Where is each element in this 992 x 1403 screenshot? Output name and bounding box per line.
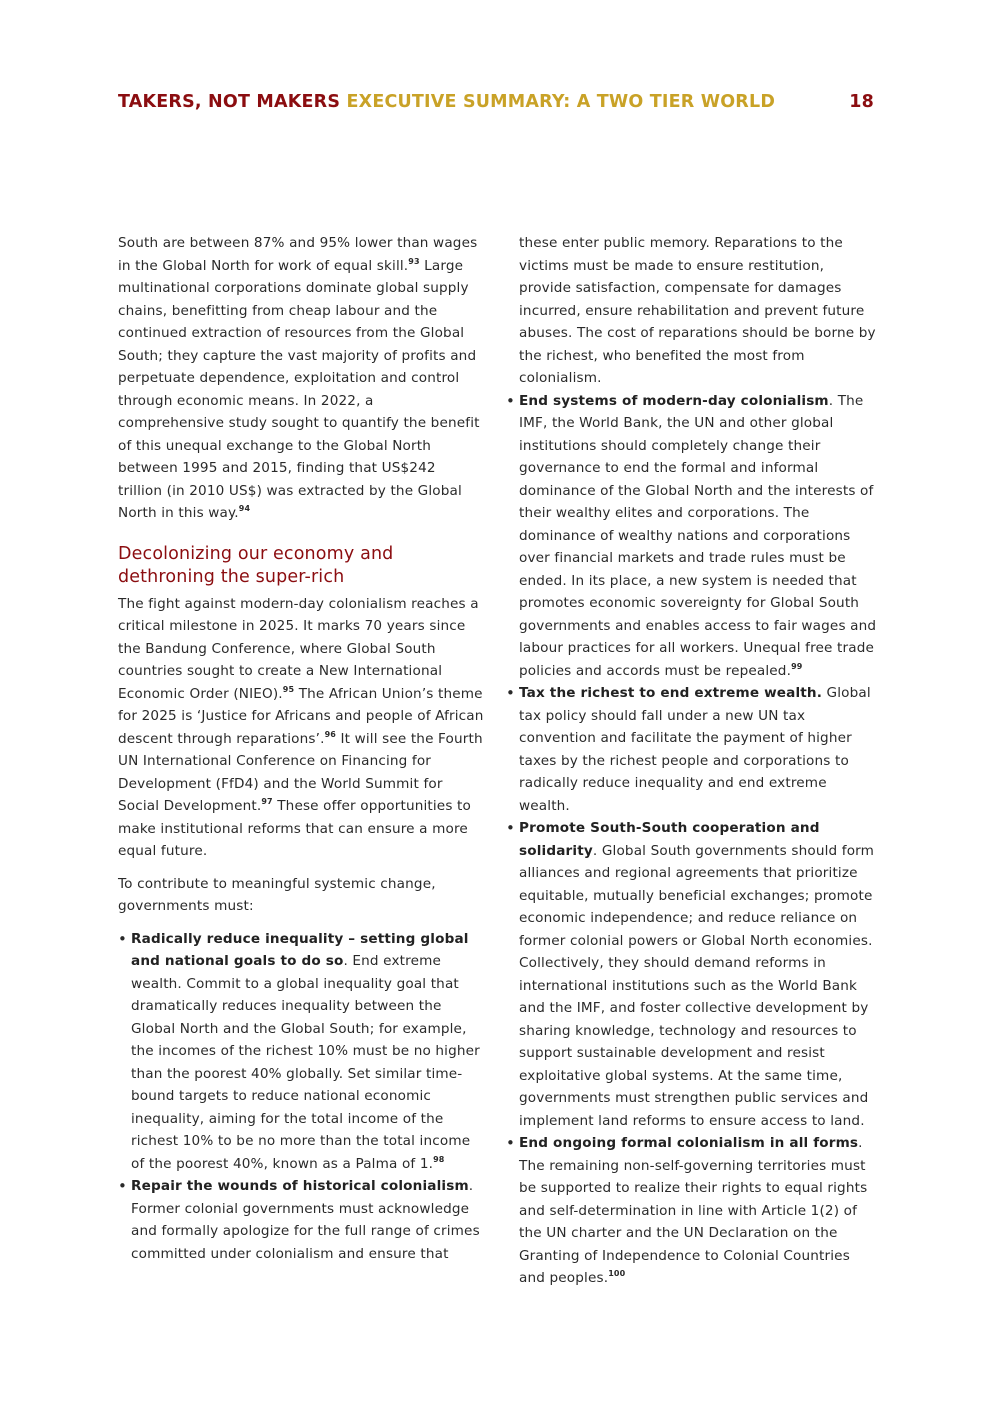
- list-item: [506, 1132, 878, 1290]
- intro-paragraph: [118, 232, 484, 525]
- right-column: [506, 232, 878, 1290]
- bullet-text: . Former colonial governments must acknowledge and formally apologize for the full range of crimes committed under colonialism and ensure that: [131, 1178, 480, 1262]
- bullet-lead-end-modern-colonialism: End systems of modern-day colonialism: [519, 392, 829, 409]
- intro-text-2: Large multinational corporations dominate global supply chains, benefitting from cheap labour and the continued extraction of resources from the Global South; they capture the vast majority of profits and perpetuate dependence, exploitation and control through economic means. In 2022, a comprehensive study sought to quantify the benefit of this unequal exchange to the Global North between 1995 and 2015, finding that US$242 trillion (in 2010 US$) was extracted by the Global North in this way.: [118, 257, 480, 521]
- bandung-paragraph: [118, 593, 484, 863]
- list-item: [118, 1175, 484, 1265]
- header-section-title: EXECUTIVE SUMMARY: A TWO TIER WORLD: [346, 92, 776, 112]
- bullet-text: . The remaining non-self-governing territories must be supported to realize their rights to equal rights and self-determination in line with Article 1(2) of the UN charter and the UN Declaration on the Granting of Independence to Colonial Countries and peoples.: [519, 1135, 868, 1286]
- page-header: [118, 92, 874, 118]
- bandung-text-2: The African Union’s theme for 2025 is ‘Justice for Africans and people of African descent through reparations’.: [118, 685, 484, 747]
- list-item: [506, 817, 878, 1132]
- bandung-text-3: It will see the Fourth UN International Conference on Financing for Development (FfD4) and the World Summit for Social Development.: [118, 730, 483, 814]
- recommendation-list: [118, 928, 484, 1266]
- bullet-text: Global tax policy should fall under a new UN tax convention and facilitate the payment of higher taxes by the richest people and corporations to radically reduce inequality and end extreme wealth.: [519, 685, 871, 814]
- bandung-text-1: The fight against modern-day colonialism reaches a critical milestone in 2025. It marks 70 years since the Bandung Conference, where Global South countries sought to create a New International Economic Order (NIEO).: [118, 595, 479, 702]
- page-number: 18: [849, 92, 874, 112]
- bullet-lead-formal-colonialism: End ongoing formal colonialism in all forms: [519, 1135, 859, 1151]
- governments-must-paragraph: To contribute to meaningful systemic change, governments must:: [118, 875, 436, 914]
- footnote-ref-99[interactable]: 99: [791, 661, 803, 671]
- bullet-text: . Global South governments should form alliances and regional agreements that prioritize equitable, mutually beneficial exchanges; promote economic independence; and reduce reliance on former colonial powers or Global North economies. Collectively, they should demand reforms in international institutions such as the World Bank and the IMF, and foster collective development by sharing knowledge, technology and resources to support sustainable development and resist exploitative global systems. At the same time, governments must strengthen public services and implement land reforms to ensure access to land.: [519, 842, 875, 1129]
- footnote-ref-95[interactable]: 95: [282, 684, 295, 694]
- footnote-ref-96[interactable]: 96: [324, 729, 336, 739]
- bullet-lead-south-south: Promote South-South cooperation and solidarity: [519, 820, 820, 859]
- left-column: [118, 232, 484, 1265]
- footnote-ref-94[interactable]: 94: [238, 504, 251, 513]
- list-item: [506, 682, 878, 817]
- section-heading: Decolonizing our economy and dethroning the super-rich: [118, 543, 394, 587]
- footnote-ref-97[interactable]: 97: [261, 797, 273, 806]
- bullet-text: . The IMF, the World Bank, the UN and other global institutions should completely change their governance to end the formal and informal dominance of the Global North and the interests of their wealthy elites and corporations. The dominance of wealthy nations and corporations over financial markets and trade rules must be ended. In its place, a new system is needed that promotes economic sovereignty for Global South governments and enables access to fair wages and labour practices for all workers. Unequal free trade policies and accords must be repealed.: [519, 392, 877, 679]
- bullet-lead-repair-wounds: Repair the wounds of historical colonialism: [131, 1178, 469, 1194]
- bullet-text: . End extreme wealth. Commit to a global inequality goal that dramatically reduces inequality between the Global North and the Global South; for example, the incomes of the richest 10% must be no higher than the poorest 40% globally. Set similar time-bound targets to reduce national economic inequality, aiming for the total income of the richest 10% to be no more than the total income of the poorest 40%, known as a Palma of 1.: [131, 953, 480, 1172]
- intro-text-1: South are between 87% and 95% lower than wages in the Global North for work of equal skill.: [118, 235, 478, 274]
- header-report-title: TAKERS, NOT MAKERS: [118, 92, 341, 112]
- list-item: [506, 390, 878, 683]
- recommendation-list-continued: [506, 390, 878, 1290]
- footnote-ref-98[interactable]: 98: [433, 1154, 445, 1164]
- bullet-lead-tax-richest: Tax the richest to end extreme wealth.: [519, 685, 823, 701]
- continued-bullet-text: these enter public memory. Reparations to the victims must be made to ensure restitution, provide satisfaction, compensate for damages incurred, ensure rehabilitation and prevent future abuses. The cost of reparations should be borne by the richest, who benefited the most from colonialism.: [519, 235, 876, 386]
- footnote-ref-100[interactable]: 100: [608, 1269, 626, 1278]
- bandung-text-4: These offer opportunities to make institutional reforms that can ensure a more equal future.: [118, 798, 471, 859]
- footnote-ref-93[interactable]: 93: [408, 256, 420, 266]
- list-item: [118, 928, 484, 1176]
- bullet-lead-reduce-inequality: Radically reduce inequality – setting global and national goals to do so: [131, 930, 469, 969]
